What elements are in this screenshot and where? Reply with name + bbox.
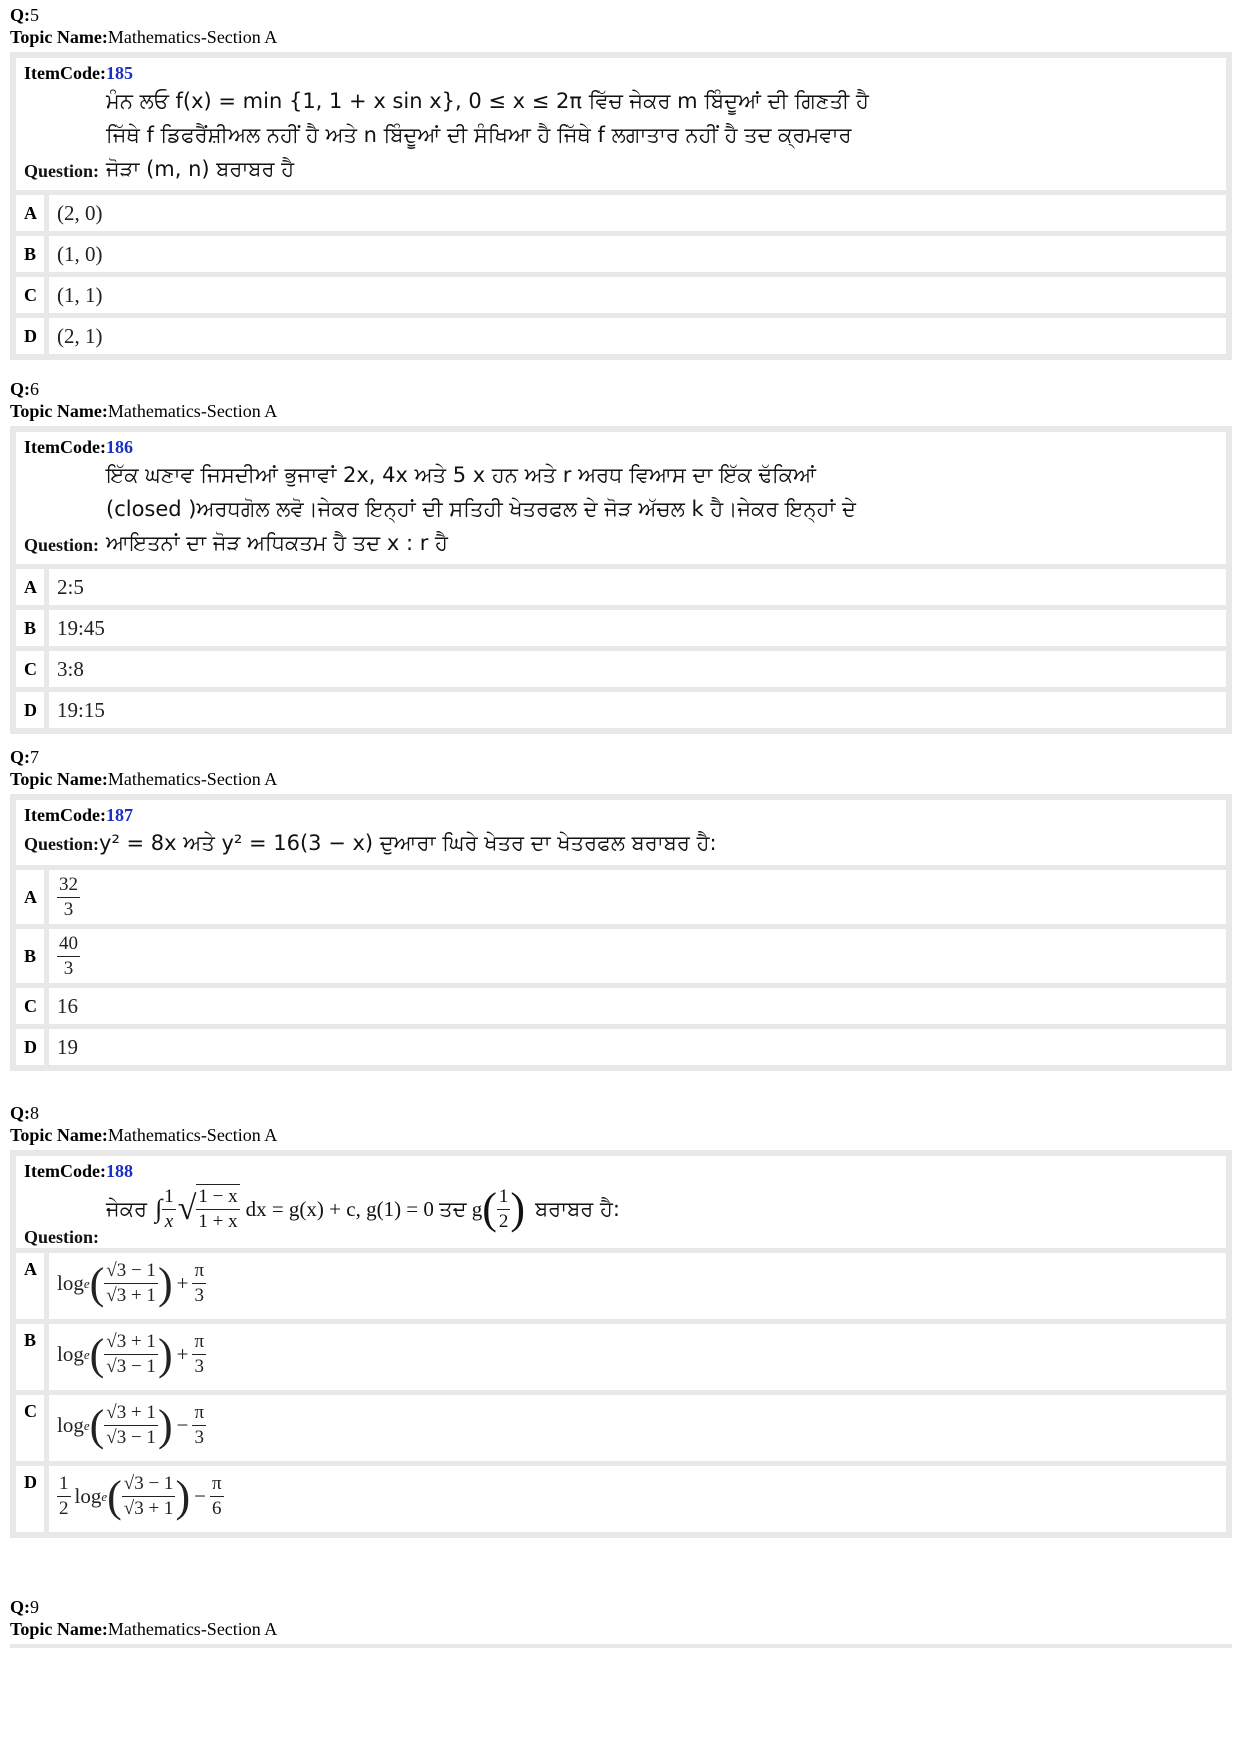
item-code: ItemCode:185: [24, 63, 133, 83]
option-b[interactable]: B 19:45: [16, 605, 1226, 646]
question-number: Q:6: [10, 379, 39, 399]
option-d[interactable]: D 19: [16, 1024, 1226, 1065]
question-text: ਮੰਨ ਲਓ f(x) = min {1, 1 + x sin x}, 0 ≤ x ≤ 2π ਵਿੱਚ ਜੇਕਰ m ਬਿੰਦੂਆਂ ਦੀ ਗਿਣਤੀ ਹੈ ਜਿੱਥੇ f ਡਿਫਰੈਂਸ਼ੀਅਲ ਨਹੀਂ ਹੈ ਅਤੇ n ਬਿੰਦੂਆਂ ਦੀ ਸੰਖਿਆ ਹੈ ਜਿੱਥੇ f ਲਗਾਤਾਰ ਨਹੀਂ ਹੈ ਤਦ ਕ੍ਰਮਵਾਰ Question: ਜੋੜਾ (m, n) ਬਰਾਬਰ ਹੈ: [24, 89, 869, 181]
fraction: $\frac{1}{2}$: [498, 1185, 509, 1232]
option-d[interactable]: D (2, 1): [16, 313, 1226, 354]
fraction: $\frac{√3 - 1}{√3 + 1}$: [106, 1260, 156, 1306]
question-block-7: [10, 746, 1232, 1071]
question-text: Question:y² = 8x ਅਤੇ y² = 16(3 − x) ਦੁਆਰਾ ਘਿਰੇ ਖੇਤਰ ਦਾ ਖੇਤਰਫਲ ਬਰਾਬਰ ਹੈ:: [24, 831, 717, 855]
fraction: $\frac{\pi}{3}$: [194, 1331, 205, 1377]
question-block-8: [10, 1102, 1232, 1538]
option-c[interactable]: C 3:8: [16, 646, 1226, 687]
question-text: ਇੱਕ ਘਣਾਵ ਜਿਸਦੀਆਂ ਭੁਜਾਵਾਂ 2x, 4x ਅਤੇ 5 x ਹਨ ਅਤੇ r ਅਰਧ ਵਿਆਸ ਦਾ ਇੱਕ ਢੱਕਿਆਂ (closed )ਅਰਧਗੋਲ ਲਵੋ।ਜੇਕਰ ਇਨ੍ਹਾਂ ਦੀ ਸਤਿਹੀ ਖੇਤਰਫਲ ਦੇ ਜੋੜ ਅੱਚਲ k ਹੈ।ਜੇਕਰ ਇਨ੍ਹਾਂ ਦੇ Question: ਆਇਤਨਾਂ ਦਾ ਜੋੜ ਅਧਿਕਤਮ ਹੈ ਤਦ x : r ਹੈ: [24, 463, 856, 555]
item-code: ItemCode:188: [24, 1161, 133, 1181]
fraction: $\frac{\pi}{3}$: [194, 1260, 205, 1306]
option-c[interactable]: C (1, 1): [16, 272, 1226, 313]
option-a[interactable]: A $\frac{32}{3}$: [16, 865, 1226, 924]
option-b[interactable]: B log e ( $\frac{√3 + 1}{√3 - 1}$ ) + $\frac{\pi}{3}$: [16, 1319, 1226, 1390]
card-top-border: [10, 1644, 1232, 1648]
fraction: $\frac{32}{3}$: [59, 873, 78, 920]
sqrt-sign: √: [177, 1190, 197, 1227]
question-text: Question: ਜੇਕਰ ∫ $\frac{1}{x}$ √ $\frac{1 - x}{1 + x}$ dx = g(x) + c, g(1) = 0 ਤਦ g ( $\frac{1}{2}$ ) ਬਰਾਬਰ ਹੈ:: [24, 1184, 620, 1247]
fraction: $\frac{√3 - 1}{√3 + 1}$: [123, 1473, 174, 1519]
fraction: $\frac{√3 + 1}{√3 - 1}$: [106, 1402, 156, 1448]
option-a[interactable]: A log e ( $\frac{√3 - 1}{√3 + 1}$ ) + $\frac{\pi}{3}$: [16, 1248, 1226, 1319]
fraction: $\frac{1}{2}$: [59, 1473, 69, 1519]
question-number: Q:8: [10, 1103, 39, 1123]
fraction: $\frac{1 - x}{1 + x}$: [198, 1186, 238, 1232]
option-b[interactable]: B (1, 0): [16, 231, 1226, 272]
option-b[interactable]: B $\frac{40}{3}$: [16, 924, 1226, 983]
fraction: $\frac{\pi}{3}$: [194, 1402, 205, 1448]
question-card: [10, 52, 1232, 360]
question-number: Q:7: [10, 747, 39, 767]
fraction: $\frac{40}{3}$: [59, 932, 78, 979]
integral-sign: ∫: [155, 1194, 163, 1223]
option-d[interactable]: D 19:15: [16, 687, 1226, 728]
question-number: Q:9: [10, 1597, 39, 1617]
option-c[interactable]: C 16: [16, 983, 1226, 1024]
item-code: ItemCode:187: [24, 805, 133, 825]
option-a[interactable]: A 2:5: [16, 564, 1226, 605]
topic-name: Topic Name:Mathematics-Section A: [10, 401, 278, 421]
option-a[interactable]: A (2, 0): [16, 190, 1226, 231]
question-block-5: [10, 4, 1232, 360]
option-c[interactable]: C log e ( $\frac{√3 + 1}{√3 - 1}$ ) − $\frac{\pi}{3}$: [16, 1390, 1226, 1461]
question-number: Q:5: [10, 5, 39, 25]
question-card: [10, 794, 1232, 1071]
question-block-9: [10, 1596, 1232, 1648]
topic-name: Topic Name:Mathematics-Section A: [10, 769, 278, 789]
question-block-6: [10, 378, 1232, 734]
item-code: ItemCode:186: [24, 437, 133, 457]
topic-name: Topic Name:Mathematics-Section A: [10, 27, 278, 47]
fraction: $\frac{1}{x}$: [164, 1185, 174, 1232]
fraction: $\frac{\pi}{6}$: [211, 1473, 222, 1519]
fraction: $\frac{√3 + 1}{√3 - 1}$: [106, 1331, 156, 1377]
question-card: [10, 426, 1232, 734]
option-d[interactable]: D $\frac{1}{2}$ log e ( $\frac{√3 - 1}{√3 + 1}$ ) − $\frac{\pi}{6}$: [16, 1461, 1226, 1532]
topic-name: Topic Name:Mathematics-Section A: [10, 1125, 278, 1145]
topic-name: Topic Name:Mathematics-Section A: [10, 1619, 278, 1639]
question-card: [10, 1150, 1232, 1538]
